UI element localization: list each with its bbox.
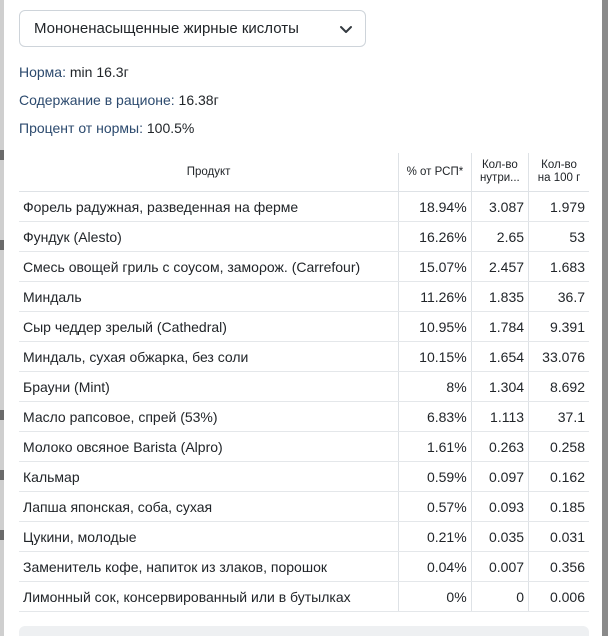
product-name: Молоко овсяное Barista (Alpro) — [19, 432, 399, 462]
product-name: Сыр чеддер зрелый (Cathedral) — [19, 312, 399, 342]
product-name: Цукини, молодые — [19, 522, 399, 552]
content-line — [19, 92, 219, 108]
product-amount: 0.035 — [471, 522, 528, 552]
product-percent: 16.26% — [399, 222, 472, 252]
table-row — [19, 432, 589, 462]
product-percent: 0.57% — [399, 492, 472, 522]
product-per100: 0.185 — [529, 492, 589, 522]
header-percent[interactable]: % от РСП* — [399, 153, 472, 192]
product-amount: 1.835 — [471, 282, 528, 312]
product-percent: 15.07% — [399, 252, 472, 282]
product-amount: 2.457 — [471, 252, 528, 282]
percent-value: 100.5% — [146, 120, 195, 136]
product-name: Кальмар — [19, 462, 399, 492]
table-row — [19, 342, 589, 372]
product-per100: 1.683 — [529, 252, 589, 282]
table-row — [19, 462, 589, 492]
product-name: Лимонный сок, консервированный или в бутылках — [19, 582, 399, 612]
table-row — [19, 492, 589, 522]
norm-line — [19, 64, 129, 80]
product-name: Форель радужная, разведенная на ферме — [19, 192, 399, 222]
table-row — [19, 402, 589, 432]
background-left-edge — [0, 0, 4, 636]
product-per100: 0.162 — [529, 462, 589, 492]
product-amount: 0 — [471, 582, 528, 612]
product-amount: 0.263 — [471, 432, 528, 462]
product-name: Смесь овощей гриль с соусом, замορож. (Carrefour) — [19, 252, 399, 282]
product-name: Миндаль — [19, 282, 399, 312]
header-per100-line1: Кол-во — [541, 159, 577, 171]
product-name: Заменитель кофе, напиток из злаков, порошок — [19, 552, 399, 582]
table-row — [19, 252, 589, 282]
product-percent: 0.04% — [399, 552, 472, 582]
product-per100: 36.7 — [529, 282, 589, 312]
table-row — [19, 192, 589, 222]
product-amount: 1.113 — [471, 402, 528, 432]
product-percent: 10.15% — [399, 342, 472, 372]
product-name: Фундук (Alesto) — [19, 222, 399, 252]
content-value: 16.38г — [178, 92, 219, 108]
nutrient-select[interactable] — [19, 10, 366, 47]
product-per100: 1.979 — [529, 192, 589, 222]
product-per100: 0.031 — [529, 522, 589, 552]
product-amount: 1.304 — [471, 372, 528, 402]
product-amount: 0.007 — [471, 552, 528, 582]
table-row — [19, 312, 589, 342]
table-row — [19, 552, 589, 582]
product-percent: 0% — [399, 582, 472, 612]
nutrient-select-value: Мононенасыщенные жирные кислоты — [34, 20, 299, 37]
product-per100: 33.076 — [529, 342, 589, 372]
product-name: Лапша японская, соба, сухая — [19, 492, 399, 522]
background-mark — [0, 410, 4, 420]
norm-value: min 16.3г — [69, 64, 129, 80]
content-label: Содержание в рационе: — [19, 92, 175, 108]
background-mark — [0, 150, 4, 160]
product-per100: 0.006 — [529, 582, 589, 612]
product-amount: 0.097 — [471, 462, 528, 492]
products-table — [19, 153, 589, 612]
background-mark — [0, 530, 4, 540]
product-amount: 1.654 — [471, 342, 528, 372]
product-percent: 0.59% — [399, 462, 472, 492]
product-per100: 0.258 — [529, 432, 589, 462]
product-per100: 53 — [529, 222, 589, 252]
product-amount: 0.093 — [471, 492, 528, 522]
header-product[interactable]: Продукт — [19, 153, 399, 192]
table-header-row — [19, 153, 589, 192]
table-row — [19, 372, 589, 402]
background-right-edge — [602, 0, 608, 636]
table-row — [19, 582, 589, 612]
product-percent: 0.21% — [399, 522, 472, 552]
product-percent: 18.94% — [399, 192, 472, 222]
footer-panel — [19, 626, 589, 636]
table-row — [19, 522, 589, 552]
product-per100: 37.1 — [529, 402, 589, 432]
product-percent: 1.61% — [399, 432, 472, 462]
background-mark — [0, 470, 4, 480]
product-amount: 3.087 — [471, 192, 528, 222]
product-name: Миндаль, сухая обжарка, без соли — [19, 342, 399, 372]
norm-label: Норма: — [19, 64, 66, 80]
product-percent: 11.26% — [399, 282, 472, 312]
product-per100: 0.356 — [529, 552, 589, 582]
chevron-down-icon — [339, 22, 353, 36]
table-row — [19, 222, 589, 252]
header-amount-line2: нутри... — [479, 172, 520, 184]
product-per100: 9.391 — [529, 312, 589, 342]
header-per100[interactable] — [529, 153, 589, 192]
product-amount: 2.65 — [471, 222, 528, 252]
product-name: Брауни (Mint) — [19, 372, 399, 402]
header-amount[interactable] — [471, 153, 528, 192]
product-name: Масло рапсовое, спрей (53%) — [19, 402, 399, 432]
product-per100: 8.692 — [529, 372, 589, 402]
header-per100-line2: на 100 г — [537, 172, 581, 184]
product-percent: 8% — [399, 372, 472, 402]
product-percent: 10.95% — [399, 312, 472, 342]
background-mark — [0, 240, 4, 250]
product-amount: 1.784 — [471, 312, 528, 342]
product-percent: 6.83% — [399, 402, 472, 432]
percent-label: Процент от нормы: — [19, 120, 143, 136]
header-amount-line1: Кол-во — [481, 159, 518, 171]
table-row — [19, 282, 589, 312]
percent-line — [19, 120, 194, 136]
